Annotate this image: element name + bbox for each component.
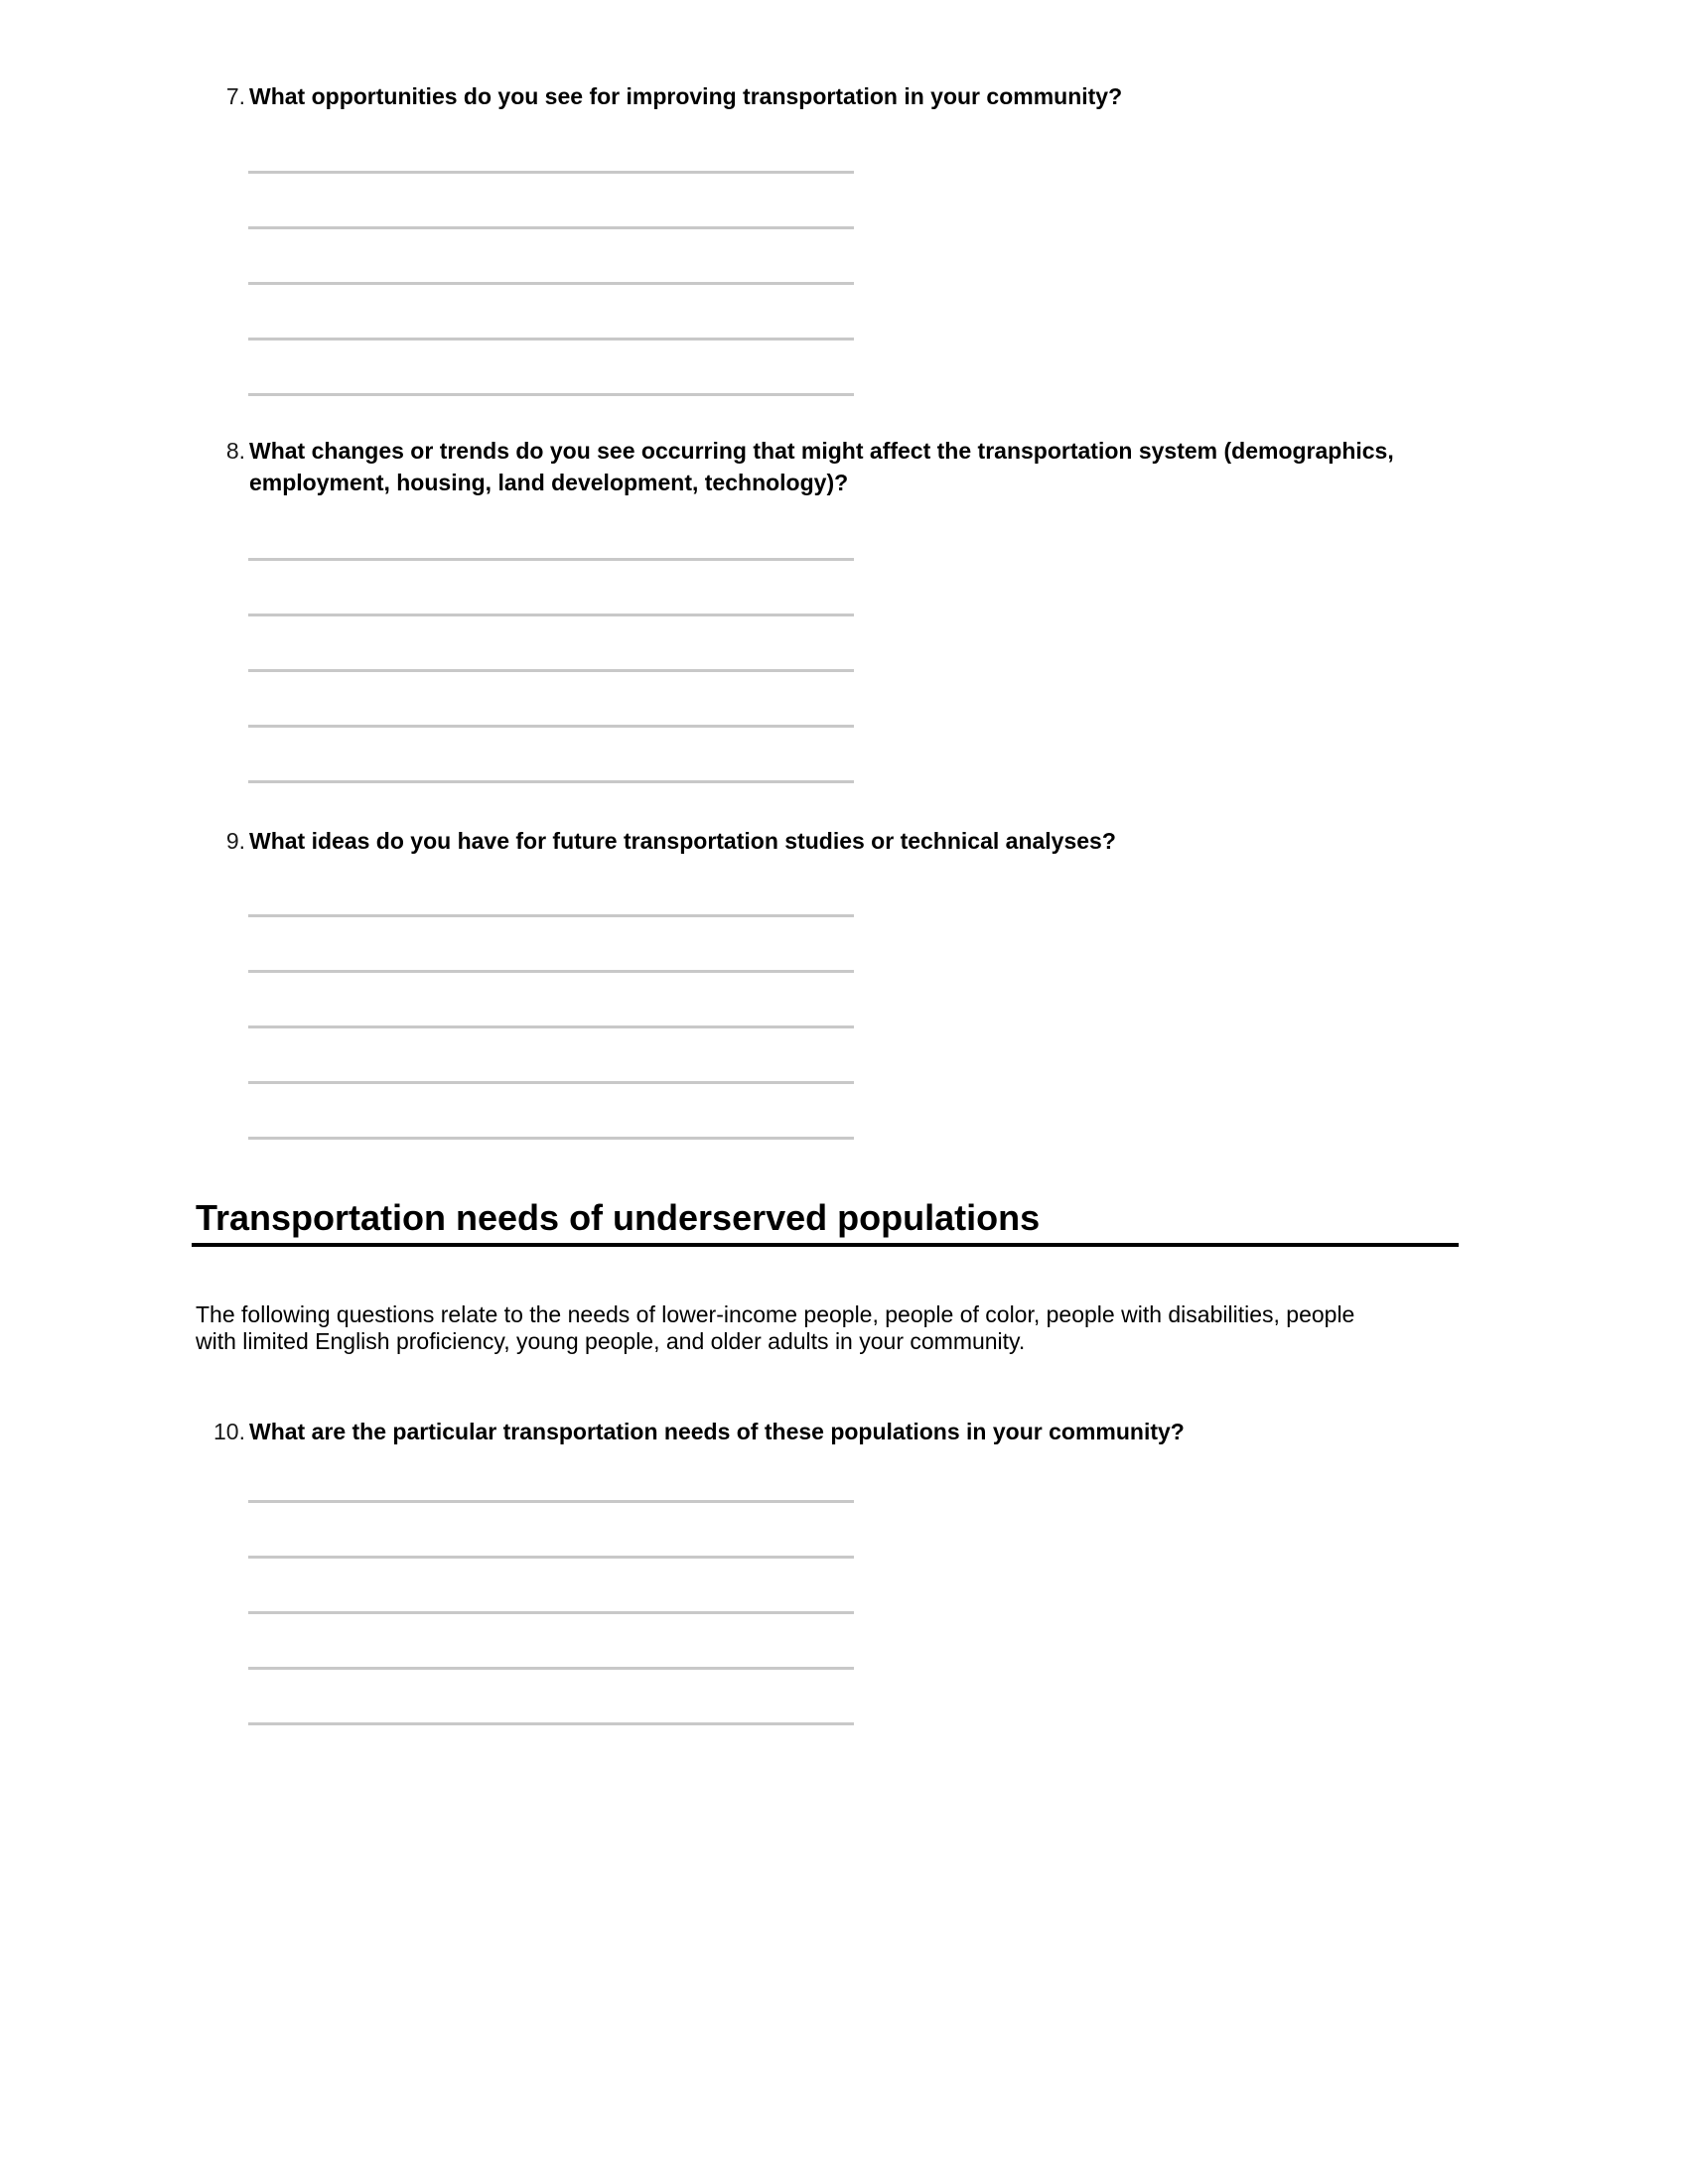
question-7-answer-lines <box>248 171 854 449</box>
answer-line <box>248 226 854 229</box>
question-8-answer-lines <box>248 558 854 836</box>
answer-line <box>248 914 854 917</box>
question-10 <box>204 1416 1185 1447</box>
question-8-number: 8. <box>225 438 245 464</box>
answer-line <box>248 725 854 728</box>
answer-line <box>248 171 854 174</box>
question-9-answer-lines <box>248 914 854 1192</box>
question-8-text: What changes or trends do you see occurring that might affect the transportation system (demographics, employment, housing, land development, technology)? <box>249 438 1394 495</box>
section-intro: The following questions relate to the needs of lower-income people, people of color, people with disabilities, people with limited English proficiency, young people, and older adults in your community. <box>196 1301 1355 1354</box>
answer-line <box>248 1081 854 1084</box>
question-7-text: What opportunities do you see for improving transportation in your community? <box>249 83 1123 109</box>
answer-line <box>248 282 854 285</box>
section-heading: Transportation needs of underserved populations <box>192 1197 1459 1247</box>
question-7-number: 7. <box>225 83 245 109</box>
answer-line <box>248 1137 854 1140</box>
answer-line <box>248 970 854 973</box>
answer-line <box>248 669 854 672</box>
question-8 <box>204 435 1411 498</box>
question-10-text: What are the particular transportation needs of these populations in your community? <box>249 1419 1185 1444</box>
question-10-answer-lines <box>248 1500 854 1778</box>
answer-line <box>248 1611 854 1614</box>
answer-line <box>248 780 854 783</box>
answer-line <box>248 1556 854 1559</box>
answer-line <box>248 393 854 396</box>
answer-line <box>248 1025 854 1028</box>
question-7 <box>204 80 1122 112</box>
answer-line <box>248 558 854 561</box>
answer-line <box>248 1500 854 1503</box>
answer-line <box>248 1722 854 1725</box>
question-9-number: 9. <box>225 828 245 854</box>
question-9 <box>204 825 1116 857</box>
answer-line <box>248 338 854 341</box>
answer-line <box>248 614 854 616</box>
question-10-number: 10. <box>213 1419 245 1444</box>
answer-line <box>248 1667 854 1670</box>
question-9-text: What ideas do you have for future transportation studies or technical analyses? <box>249 828 1116 854</box>
